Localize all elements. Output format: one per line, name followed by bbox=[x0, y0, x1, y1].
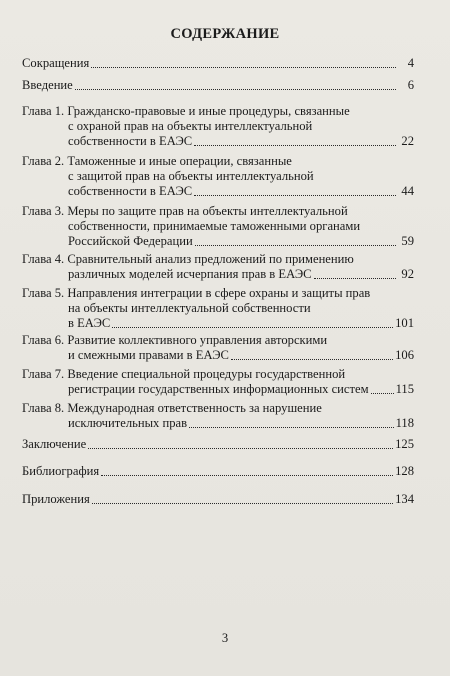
toc-entry-continuation bbox=[22, 348, 414, 363]
toc-entry bbox=[22, 56, 414, 71]
toc-entry-text: собственности в ЕАЭС bbox=[68, 184, 193, 198]
toc-entry-title bbox=[22, 367, 414, 382]
toc-entry-title bbox=[22, 401, 414, 416]
toc-entry-text: Глава 5. Направления интеграции в сфере охраны и защиты прав bbox=[22, 286, 371, 300]
toc-entry-continuation bbox=[22, 316, 414, 331]
dot-leader bbox=[92, 503, 393, 504]
dot-leader bbox=[189, 427, 393, 428]
toc-entry-text: с охраной прав на объекты интеллектуальной bbox=[68, 119, 313, 133]
toc-entry bbox=[22, 78, 414, 93]
dot-leader bbox=[194, 195, 396, 196]
dot-leader bbox=[371, 393, 394, 394]
toc-page-number: 101 bbox=[395, 316, 414, 330]
toc-entry-continuation bbox=[22, 382, 414, 397]
toc-entry bbox=[22, 367, 414, 397]
dot-leader bbox=[101, 475, 393, 476]
dot-leader bbox=[195, 245, 396, 246]
toc-entry-text: Библиография bbox=[22, 464, 100, 478]
toc-page-number: 125 bbox=[395, 437, 414, 451]
toc-entry-text: исключительных прав bbox=[68, 416, 188, 430]
toc-entry-continuation bbox=[22, 184, 414, 199]
toc-entry-title bbox=[22, 464, 414, 479]
dot-leader bbox=[112, 327, 393, 328]
toc-entry-text: собственности в ЕАЭС bbox=[68, 134, 193, 148]
page-number: 3 bbox=[221, 631, 229, 645]
toc-entry-title bbox=[22, 492, 414, 507]
toc-entry-text: Глава 2. Таможенные и иные операции, связанные bbox=[22, 154, 292, 168]
toc-entry-text: Глава 3. Меры по защите прав на объекты интеллектуальной bbox=[22, 204, 348, 218]
toc-entry-text: Приложения bbox=[22, 492, 90, 506]
toc-entry-text: Заключение bbox=[22, 437, 87, 451]
toc-entry bbox=[22, 154, 414, 199]
dot-leader bbox=[314, 278, 396, 279]
toc-entry-title bbox=[22, 333, 414, 348]
toc-entry-title bbox=[22, 437, 414, 452]
toc-entry-text: в ЕАЭС bbox=[68, 316, 111, 330]
toc-entry-continuation bbox=[22, 169, 414, 184]
toc-entry-text: Введение bbox=[22, 78, 73, 92]
toc-page-number: 134 bbox=[395, 492, 414, 506]
toc-entry-text: Российской Федерации bbox=[68, 234, 193, 248]
toc-entry-continuation bbox=[22, 219, 414, 234]
toc-entry-text: регистрации государственных информационных систем bbox=[68, 382, 369, 396]
toc-entry-text: Сокращения bbox=[22, 56, 90, 70]
toc-entry-title bbox=[22, 286, 414, 301]
toc-entry-continuation bbox=[22, 301, 414, 316]
toc-entry bbox=[22, 204, 414, 249]
toc-page-number: 128 bbox=[395, 464, 414, 478]
toc-entry bbox=[22, 252, 414, 282]
toc-entry-continuation bbox=[22, 119, 414, 134]
toc-entry-continuation bbox=[22, 267, 414, 282]
toc-entry-title bbox=[22, 56, 414, 71]
toc-entry-text: собственности, принимаемые таможенными органами bbox=[68, 219, 361, 233]
toc-entry-text: Глава 4. Сравнительный анализ предложений по применению bbox=[22, 252, 354, 266]
dot-leader bbox=[75, 89, 396, 90]
dot-leader bbox=[91, 67, 396, 68]
toc-page-number: 22 bbox=[401, 134, 414, 148]
toc-entry-text: Глава 8. Международная ответственность за нарушение bbox=[22, 401, 322, 415]
page-title: СОДЕРЖАНИЕ bbox=[170, 26, 280, 42]
toc-page-number: 115 bbox=[395, 382, 414, 396]
toc-entry-text: с защитой прав на объекты интеллектуальной bbox=[68, 169, 314, 183]
toc-page-number: 106 bbox=[395, 348, 414, 362]
toc-entry-continuation bbox=[22, 416, 414, 431]
toc-page-number: 59 bbox=[401, 234, 414, 248]
toc-entry-continuation bbox=[22, 234, 414, 249]
dot-leader bbox=[194, 145, 396, 146]
toc-entry bbox=[22, 437, 414, 452]
dot-leader bbox=[88, 448, 393, 449]
toc-entry-title bbox=[22, 78, 414, 93]
toc-entry-title bbox=[22, 252, 414, 267]
toc-entry-text: и смежными правами в ЕАЭС bbox=[68, 348, 229, 362]
toc-page-number: 118 bbox=[395, 416, 414, 430]
toc-page-number: 6 bbox=[407, 78, 414, 92]
toc-entry-title bbox=[22, 104, 414, 119]
toc-entry bbox=[22, 104, 414, 149]
toc-entry-text: Глава 6. Развитие коллективного управления авторскими bbox=[22, 333, 328, 347]
toc-entry bbox=[22, 401, 414, 431]
toc-page-number: 44 bbox=[401, 184, 414, 198]
toc-entry bbox=[22, 286, 414, 331]
toc-entry-title bbox=[22, 154, 414, 169]
toc-entry-continuation bbox=[22, 134, 414, 149]
toc-entry bbox=[22, 464, 414, 479]
toc-page-number: 4 bbox=[407, 56, 414, 70]
toc-entry bbox=[22, 492, 414, 507]
toc-entry-text: Глава 1. Гражданско-правовые и иные процедуры, связанные bbox=[22, 104, 350, 118]
toc-page-number: 92 bbox=[401, 267, 414, 281]
toc-entry-text: различных моделей исчерпания прав в ЕАЭС bbox=[68, 267, 312, 281]
dot-leader bbox=[231, 359, 393, 360]
toc-entry-text: Глава 7. Введение специальной процедуры государственной bbox=[22, 367, 346, 381]
toc-entry-title bbox=[22, 204, 414, 219]
toc-entry-text: на объекты интеллектуальной собственности bbox=[68, 301, 311, 315]
toc-entry bbox=[22, 333, 414, 363]
